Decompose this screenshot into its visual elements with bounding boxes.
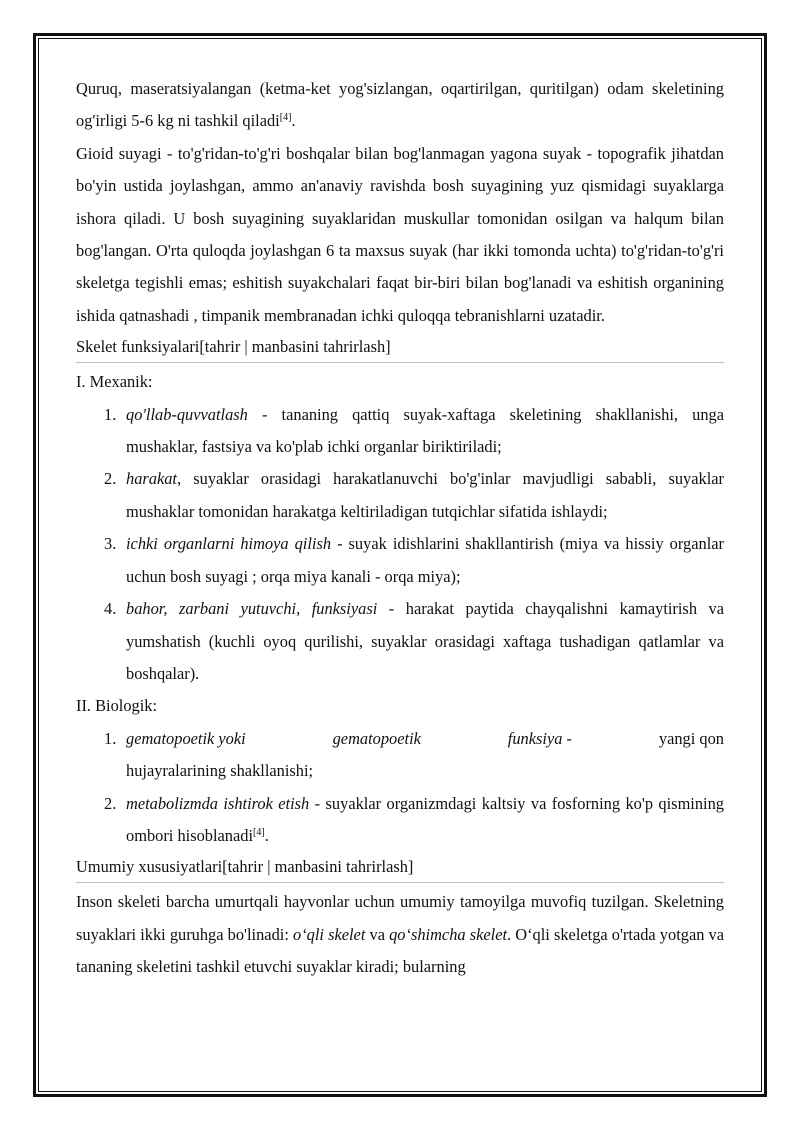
biological-functions-list (76, 723, 724, 853)
list-term: metabolizmda ishtirok etish (126, 793, 310, 813)
list-term-group (508, 723, 572, 755)
list-number: 2. (104, 793, 117, 813)
mechanical-functions-list (76, 399, 724, 691)
paragraph-text: va (365, 924, 390, 944)
document-body (76, 73, 724, 984)
list-term: gematopoetik (332, 728, 421, 748)
group-title-mechanical: I. Mexanik: (76, 372, 153, 392)
paragraph-end: . (291, 111, 296, 131)
section-heading-functions: Skelet funksiyalari[tahrir | manbasini tahrirlash] (76, 332, 724, 363)
list-term: qo'llab-quvvatlash (126, 404, 248, 424)
list-term: funksiya (507, 728, 563, 748)
list-item (76, 593, 724, 690)
list-dash: - (562, 728, 572, 748)
list-term: harakat (126, 469, 177, 489)
paragraph-skeleton-structure (76, 886, 724, 983)
list-first-line (126, 723, 724, 755)
term-axial-skeleton: o‘qli skelet (293, 924, 366, 944)
list-item (76, 399, 724, 464)
list-end: . (264, 825, 269, 845)
list-text: - suyaklar organizmdagi kaltsiy va fosforning ko'p qismining ombori hisoblanadi (126, 793, 725, 845)
group-title-biological: II. Biologik: (76, 696, 158, 716)
list-text: - suyak idishlarini shakllantirish (miya va hissiy organlar uchun bosh suyagi ; orqa miya kanali - orqa miya); (126, 534, 724, 586)
list-item (76, 528, 724, 593)
reference-link[interactable]: [4] (253, 826, 265, 838)
list-number: 1. (104, 404, 117, 424)
list-number: 3. (104, 534, 117, 554)
list-item (76, 723, 724, 788)
list-text: - harakat paytida chayqalishni kamaytirish va yumshatish (kuchli oyoq qurilishi, suyaklar orasidagi xaftaga tushadigan qatlamlar va boshqalar). (126, 599, 724, 683)
list-item (76, 463, 724, 528)
list-text: - tananing qattiq suyak-xaftaga skeletining shakllanishi, unga mushaklar, fastsiya va ko'plab ichki organlar biriktiriladi; (126, 404, 724, 457)
list-text: yangi qon (658, 728, 724, 748)
list-item (76, 788, 724, 853)
list-number: 4. (104, 599, 117, 619)
paragraph-text: Inson skeleti barcha umurtqali hayvonlar uchun umumiy tamoyilga muvofiq tuzilgan. Skeletning suyaklari ikki guruhga bo'linadi: (76, 892, 724, 944)
paragraph-text: . O‘qli skeletga o'rtada yotgan va tananing skeletini tashkil etuvchi suyaklar kiradi; bularning (76, 924, 725, 977)
list-text: hujayralarining shakllanishi; (126, 761, 314, 781)
list-text: , suyaklar orasidagi harakatlanuvchi bo'g'inlar mavjudligi sababli, suyaklar mushaklar tomonidan harakatga keltiriladigan tutqichlar sifatida ishlaydi; (126, 469, 724, 521)
reference-link[interactable]: [4] (279, 112, 292, 124)
list-number: 1. (104, 728, 117, 748)
list-term: bahor, zarbani yutuvchi, funksiyasi (126, 599, 378, 619)
list-term: ichki organlarni himoya qilish (126, 534, 332, 554)
paragraph-skeleton-weight (76, 73, 724, 138)
list-number: 2. (104, 469, 117, 489)
list-term: gematopoetik yoki (126, 728, 246, 748)
paragraph-text: Quruq, maseratsiyalangan (ketma-ket yog'sizlangan, oqartirilgan, quritilgan) odam skeletining og'irligi 5-6 kg ni tashkil qiladi (76, 79, 724, 131)
term-appendicular-skeleton: qo‘shimcha skelet (389, 924, 508, 944)
section-heading-general: Umumiy xususiyatlari[tahrir | manbasini tahrirlash] (76, 852, 724, 883)
paragraph-hyoid-bone: Gioid suyagi - to'g'ridan-to'g'ri boshqalar bilan bog'lanmagan yagona suyak - topografik jihatdan bo'yin ustida joylashgan, ammo an'anaviy ravishda bosh suyagining yuz qismidagi suyaklarga ishora qiladi. U bosh suyagining suyaklaridan muskullar tomonidan osilgan va halqum bilan bog'langan. O'rta quloqda joylashgan 6 ta maxsus suyak (har ikki tomonda uchta) to'g'ridan-to'g'ri skeletga tegishli emas; eshitish suyakchalari faqat bir-biri bilan bog'lanadi va eshitish organining ishida qatnashadi , timpanik membranadan ichki quloqqa tebranishlarni uzatadir. (76, 143, 724, 325)
